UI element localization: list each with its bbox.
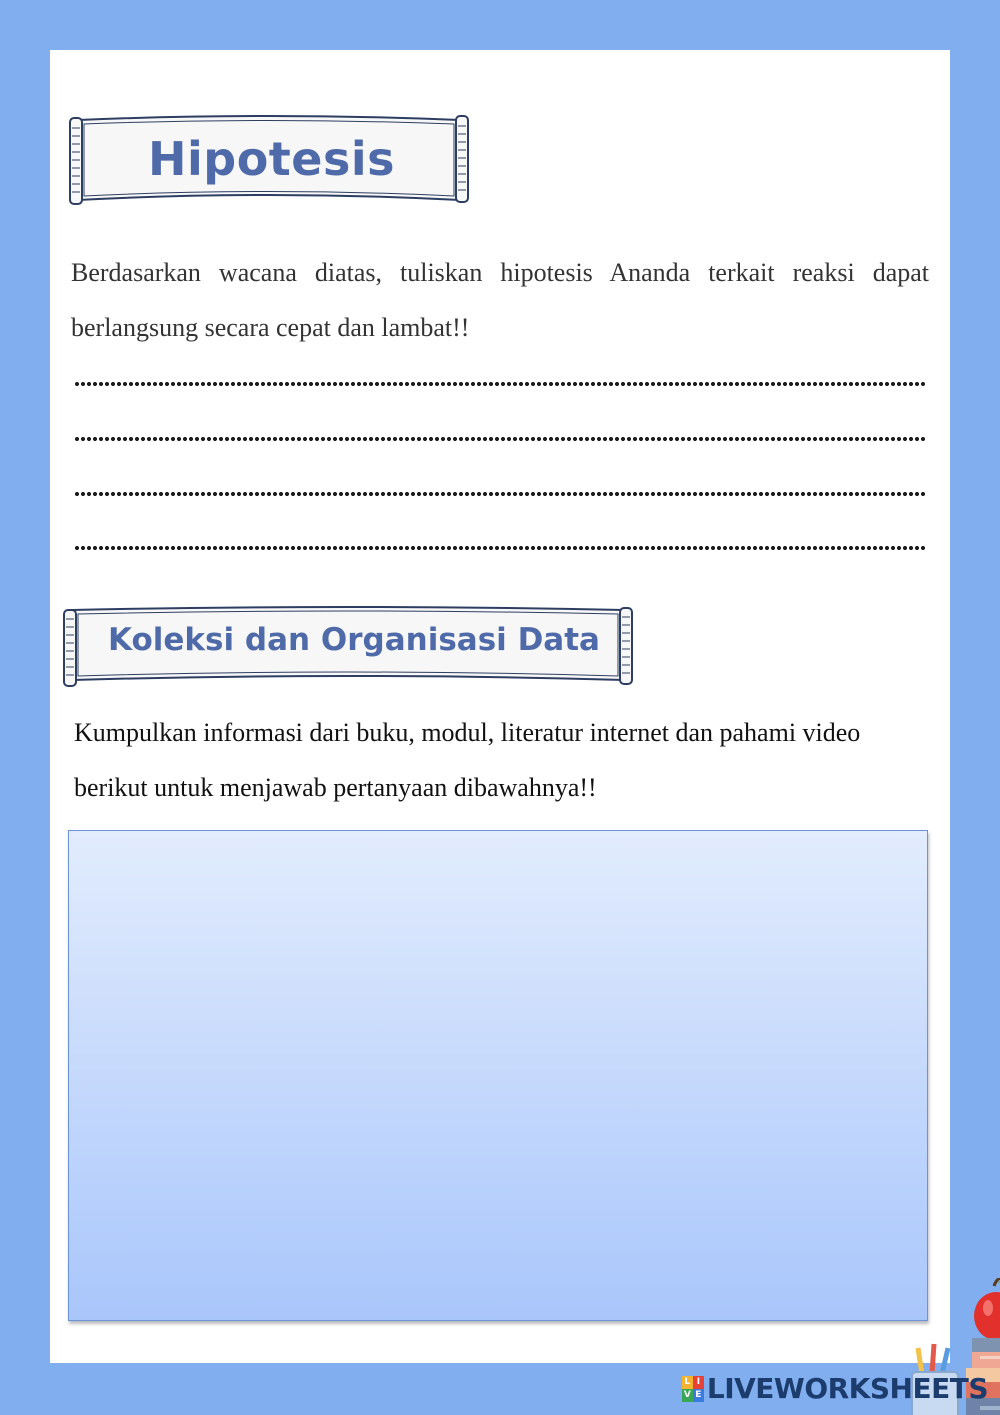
answer-line-3[interactable]: [74, 490, 926, 498]
video-embed-area[interactable]: [68, 830, 928, 1321]
data-collection-ribbon: [62, 606, 634, 688]
worksheet-page: [50, 50, 950, 1363]
answer-line-4[interactable]: [74, 544, 926, 552]
section-title: Hipotesis: [148, 132, 396, 186]
data-collection-instruction: Kumpulkan informasi dari buku, modul, literatur internet dan pahami video berikut untuk menjawab pertanyaan dibawahnya!!: [74, 718, 861, 802]
logo-letter: E: [693, 1389, 704, 1402]
hipotesis-ribbon: [68, 114, 470, 208]
answer-line-2[interactable]: [74, 435, 926, 443]
liveworksheets-logo-icon: [682, 1376, 704, 1402]
logo-letter: I: [693, 1376, 704, 1389]
brand-name: LIVEWORKSHEETS: [706, 1372, 988, 1405]
answer-line-1[interactable]: [74, 380, 926, 388]
hypothesis-instruction: Berdasarkan wacana diatas, tuliskan hipotesis Ananda terkait reaksi dapat berlangsung secara cepat dan lambat!!: [71, 258, 929, 342]
logo-letter: V: [682, 1389, 693, 1402]
liveworksheets-branding: [682, 1372, 988, 1405]
logo-letter: L: [682, 1376, 693, 1389]
section-title: Koleksi dan Organisasi Data: [108, 622, 600, 658]
